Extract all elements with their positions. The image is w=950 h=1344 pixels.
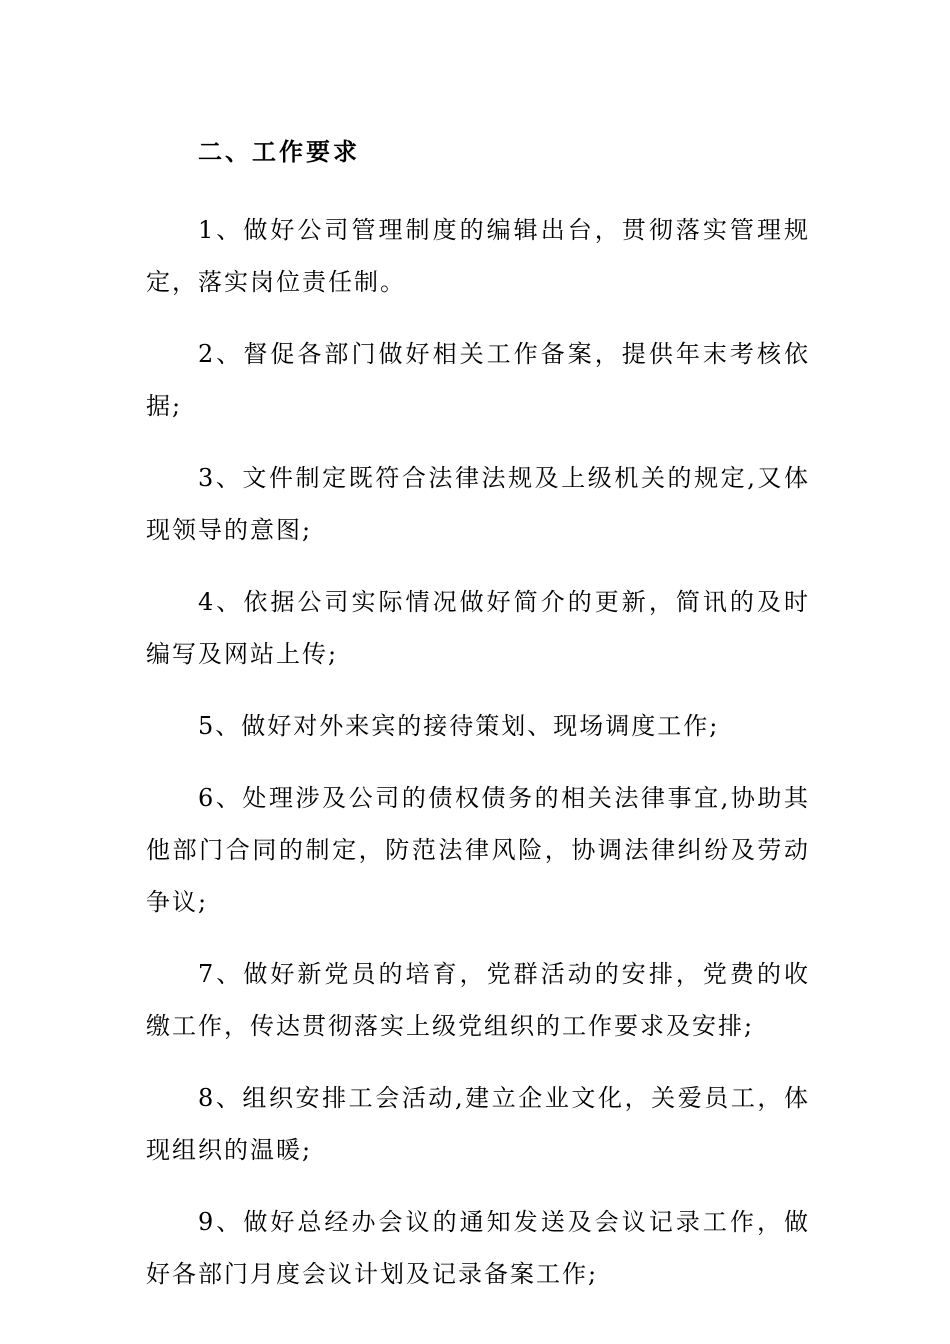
requirement-item-8: 8、组织安排工会活动,建立企业文化，关爱员工，体现组织的温暖; [146, 1084, 810, 1164]
document-body [146, 126, 810, 1320]
requirement-item-4: 4、依据公司实际情况做好简介的更新，简讯的及时编写及网站上传; [146, 588, 810, 668]
requirement-item-6: 6、处理涉及公司的债权债务的相关法律事宜,协助其他部门合同的制定，防范法律风险，协调法律纠纷及劳动争议; [146, 784, 810, 916]
requirement-item-7: 7、做好新党员的培育，党群活动的安排，党费的收缴工作，传达贯彻落实上级党组织的工作要求及安排; [146, 960, 810, 1040]
requirement-item-9: 9、做好总经办会议的通知发送及会议记录工作，做好各部门月度会议计划及记录备案工作; [146, 1208, 810, 1288]
requirement-item-5: 5、做好对外来宾的接待策划、现场调度工作; [198, 712, 720, 740]
requirement-item-3: 3、文件制定既符合法律法规及上级机关的规定,又体现领导的意图; [146, 464, 810, 544]
requirement-item-2: 2、督促各部门做好相关工作备案，提供年末考核依据; [146, 340, 810, 420]
section-heading: 二、工作要求 [198, 137, 360, 166]
requirement-item-1: 1、做好公司管理制度的编辑出台，贯彻落实管理规定，落实岗位责任制。 [146, 216, 810, 296]
